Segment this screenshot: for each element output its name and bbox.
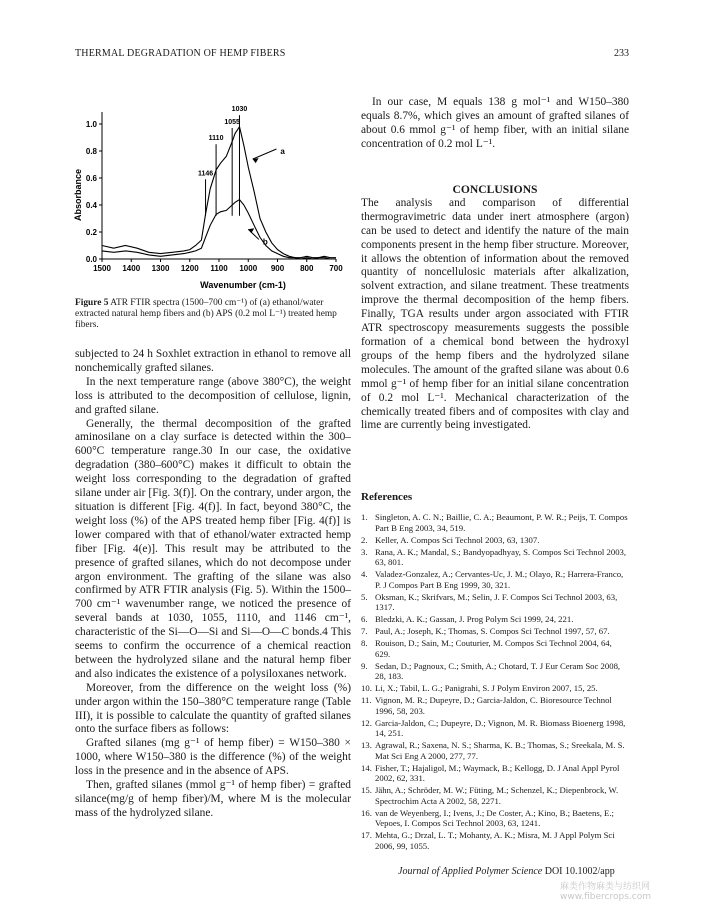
- reference-item: [361, 512, 629, 533]
- reference-number: 10.: [361, 683, 372, 693]
- series-line-a: [102, 127, 336, 258]
- reference-text: van de Weyenberg, I.; Ivens, J.; De Coster, A.; Kino, B.; Baetens, E.; Vepoes, I. Compos Sci Technol 2003, 63, 1241.: [375, 807, 614, 828]
- reference-item: [361, 547, 629, 568]
- series-label-a: a: [280, 147, 285, 156]
- series-line-b: [102, 200, 336, 259]
- doi: DOI 10.1002/app: [544, 866, 615, 877]
- reference-number: 8.: [361, 638, 368, 648]
- reference-item: [361, 763, 629, 784]
- reference-text: Rouison, D.; Sain, M.; Couturier, M. Compos Sci Technol 2004, 64, 629.: [375, 638, 612, 659]
- reference-number: 14.: [361, 762, 372, 773]
- reference-number: 12.: [361, 717, 372, 728]
- left-column: [75, 348, 351, 821]
- reference-text: Mehta, G.; Drzal, L. T.; Mohanty, A. K.; Misra, M. J Appl Polym Sci 2006, 99, 1055.: [375, 830, 615, 851]
- peak-label: 1110: [208, 135, 224, 143]
- reference-text: Oksman, K.; Skrifvars, M.; Selin, J. F. Compos Sci Technol 2003, 63, 1317.: [375, 591, 618, 612]
- y-tick-label: 0.0: [85, 255, 97, 264]
- y-tick-label: 0.4: [85, 201, 97, 210]
- x-tick-label: 700: [329, 264, 343, 273]
- reference-item: [361, 808, 629, 829]
- series-arrow-a: [253, 149, 277, 159]
- reference-text: Valadez-Gonzalez, A.; Cervantes-Uc, J. M.; Olayo, R.; Harrera-Franco, P. J Compos Part B Eng 1999, 30, 321.: [375, 569, 624, 590]
- paragraph: In the next temperature range (above 380°C), the weight loss is attributed to the decomposition of cellulose, lignin, and grafted silane.: [75, 375, 351, 416]
- reference-text: Vignon, M. R.; Dupeyre, D.; Garcia-Jaldon, C. Bioresource Technol 1996, 58, 203.: [375, 695, 612, 716]
- reference-number: 7.: [361, 626, 368, 636]
- reference-text: Sedan, D.; Pagnoux, C.; Smith, A.; Chotard, T. J Eur Ceram Soc 2008, 28, 183.: [375, 660, 621, 681]
- y-tick-label: 0.8: [85, 147, 97, 156]
- reference-number: 13.: [361, 740, 372, 750]
- paragraph: Generally, the thermal decomposition of the grafted aminosilane on a clay surface is detected within the 300–600°C temperature range.30 In our case, the oxidative degradation (380–600°C) makes it difficult to obtain the weight loss corresponding to the degradation of grafted silane under air [Fig. 3(f)]. On the contrary, under argon, the situation is different [Fig. 4(f)]. In fact, beyond 380°C, the weight loss (%) of the APS treated hemp fiber [Fig. 4(f)] is lower compared with that of ethanol/water extracted hemp fiber [Fig. 4(e)]. This result may be attributed to the presence of grafted silanes, which do not decompose under argon environment. The grafting of the silane was also confirmed by ATR FTIR analysis (Fig. 5). Within the 1500–700 cm⁻¹ wavenumber range, we noticed the presence of several bands at 1030, 1055, 1110, and 1146 cm⁻¹, characteristic of the Si—O—Si and Si—O—C bonds.4 This seems to confirm the occurrence of a chemical reaction between the hydrolyzed silane and the natural hemp fiber and also indicates the existence of a polysiloxanes network.: [75, 417, 351, 680]
- journal-footer: [398, 866, 615, 877]
- chart-ticks: [86, 120, 343, 273]
- x-tick-label: 1500: [93, 264, 111, 273]
- reference-text: Garcia-Jaldon, C.; Dupeyre, D.; Vignon, M. R. Biomass Bioenerg 1998, 14, 251.: [375, 717, 626, 738]
- reference-number: 6.: [361, 614, 368, 624]
- reference-number: 17.: [361, 830, 372, 840]
- reference-number: 4.: [361, 569, 368, 579]
- page-number: 233: [614, 48, 629, 59]
- reference-text: Fisher, T.; Hajaligol, M.; Waymack, B.; Kellogg, D. J Anal Appl Pyrol 2002, 62, 331.: [375, 762, 620, 783]
- reference-text: Singleton, A. C. N.; Baillie, C. A.; Beaumont, P. W. R.; Peijs, T. Compos Part B Eng 2003, 34, 519.: [375, 512, 628, 533]
- x-tick-label: 800: [300, 264, 314, 273]
- reference-number: 1.: [361, 512, 368, 522]
- ftir-chart: [70, 92, 360, 292]
- journal-name: Journal of Applied Polymer Science: [398, 866, 543, 877]
- figure-caption: [75, 298, 351, 332]
- reference-text: Li, X.; Tabil, L. G.; Panigrahi, S. J Polym Environ 2007, 15, 25.: [375, 683, 598, 693]
- y-tick-label: 0.6: [85, 174, 97, 183]
- x-tick-label: 900: [270, 264, 285, 273]
- reference-number: 15.: [361, 785, 372, 795]
- reference-item: [361, 785, 629, 806]
- reference-text: Rana, A. K.; Mandal, S.; Bandyopadhyay, S. Compos Sci Technol 2003, 63, 801.: [375, 546, 627, 567]
- reference-number: 16.: [361, 807, 372, 818]
- conclusions-text: The analysis and comparison of differential thermogravimetric data under inert atmosphere (argon) can be used to detect and identify the nature of the main components present in the hemp fiber structure. Moreover, it allows the obtention of information about the removed quantity of noncellulosic materials after alkalization, solvent extraction, and silane treatment. These treatments improve the thermal decomposition of the hemp fibers. Finally, TGA results under argon associated with FTIR ATR spectroscopy measurements suggests the possible formation of a chemical bond between the hydroxyl groups of the hemp fibers and the hydrolyzed silane molecules. The amount of the grafted silane was about 0.6 mmol g⁻¹ of hemp fiber for an initial silane concentration of 0.2 mol L⁻¹. Mechanical characterization of the chemically treated fibers and of composites with clay and lime are currently being investigated.: [361, 196, 629, 432]
- x-tick-label: 1000: [239, 264, 258, 273]
- peak-label: 1055: [224, 119, 240, 126]
- right-column-top: [361, 96, 629, 152]
- chart-series: [102, 127, 336, 259]
- x-axis-label: Wavenumber (cm-1): [200, 280, 286, 290]
- reference-text: Paul, A.; Joseph, K.; Thomas, S. Compos Sci Technol 1997, 57, 67.: [375, 626, 610, 636]
- reference-number: 2.: [361, 534, 368, 545]
- series-label-b: b: [262, 237, 268, 247]
- watermark: 麻类作物麻类与纺织网 www.fibercrops.com: [560, 882, 651, 902]
- reference-number: 3.: [361, 546, 368, 557]
- peak-label: 1030: [231, 106, 248, 114]
- y-tick-label: 1.0: [85, 120, 97, 129]
- figure-label: Figure 5: [75, 298, 109, 308]
- reference-item: [361, 683, 629, 694]
- reference-item: [361, 592, 629, 613]
- reference-text: Bledzki, A. K.; Gassan, J. Prog Polym Sci 1999, 24, 221.: [375, 614, 574, 624]
- reference-number: 5.: [361, 591, 368, 602]
- reference-item: [361, 740, 629, 761]
- x-tick-label: 1100: [210, 264, 228, 273]
- reference-number: 11.: [361, 695, 372, 705]
- reference-item: [361, 535, 629, 546]
- conclusions-section: [361, 183, 629, 433]
- reference-item: [361, 614, 629, 625]
- y-axis-label: Absorbance: [73, 168, 83, 222]
- x-tick-label: 1400: [122, 264, 141, 273]
- reference-item: [361, 695, 629, 716]
- references-list: [361, 512, 629, 853]
- reference-text: Keller, A. Compos Sci Technol 2003, 63, 1307.: [375, 534, 540, 545]
- chart-axes: [102, 112, 336, 259]
- paragraph: In our case, M equals 138 g mol⁻¹ and W150–380 equals 8.7%, which gives an amount of grafted silanes of about 0.6 mmol g⁻¹ of hemp fiber, with an initial silane concentration of 0.2 mol L⁻¹.: [361, 96, 629, 150]
- equation-paragraph: Then, grafted silanes (mmol g⁻¹ of hemp fiber) = grafted silance(mg/g of hemp fiber)/M, where M is the molecular mass of the hydrolyzed silane.: [75, 779, 351, 819]
- reference-item: [361, 638, 629, 659]
- references-heading: References: [361, 491, 413, 503]
- figure-caption-text: ATR FTIR spectra (1500–700 cm⁻¹) of (a) ethanol/water extracted natural hemp fibers and (b) APS (0.2 mol L⁻¹) treated hemp fibers.: [75, 298, 337, 331]
- reference-number: 9.: [361, 660, 368, 671]
- peak-label: 1146: [197, 170, 214, 178]
- equation-paragraph: Grafted silanes (mg g⁻¹ of hemp fiber) = W150–380 × 1000, where W150–380 is the difference (%) of the weight loss in the presence and in the absence of APS.: [75, 737, 351, 778]
- reference-item: [361, 626, 629, 637]
- reference-item: [361, 830, 629, 851]
- reference-item: [361, 718, 629, 739]
- x-tick-label: 1200: [180, 264, 199, 273]
- reference-text: Agrawal, R.; Saxena, N. S.; Sharma, K. B.; Thomas, S.; Sreekala, M. S. Mat Sci Eng A 2000, 277, 77.: [375, 740, 625, 761]
- reference-text: Jähn, A.; Schröder, M. W.; Füting, M.; Schenzel, K.; Diepenbrock, W. Spectrochim Acta A 2002, 58, 2271.: [375, 785, 619, 806]
- reference-item: [361, 661, 629, 682]
- y-tick-label: 0.2: [85, 228, 97, 237]
- x-tick-label: 1300: [151, 264, 170, 273]
- paragraph: Moreover, from the difference on the weight loss (%) under argon within the 150–380°C temperature range (Table III), it is possible to calculate the quantity of grafted silanes onto the surface fibers as follows:: [75, 681, 351, 736]
- reference-item: [361, 569, 629, 590]
- running-head: THERMAL DEGRADATION OF HEMP FIBERS: [75, 48, 286, 59]
- paragraph: subjected to 24 h Soxhlet extraction in ethanol to remove all nonchemically grafted silanes.: [75, 348, 351, 374]
- conclusions-heading: CONCLUSIONS: [452, 183, 538, 196]
